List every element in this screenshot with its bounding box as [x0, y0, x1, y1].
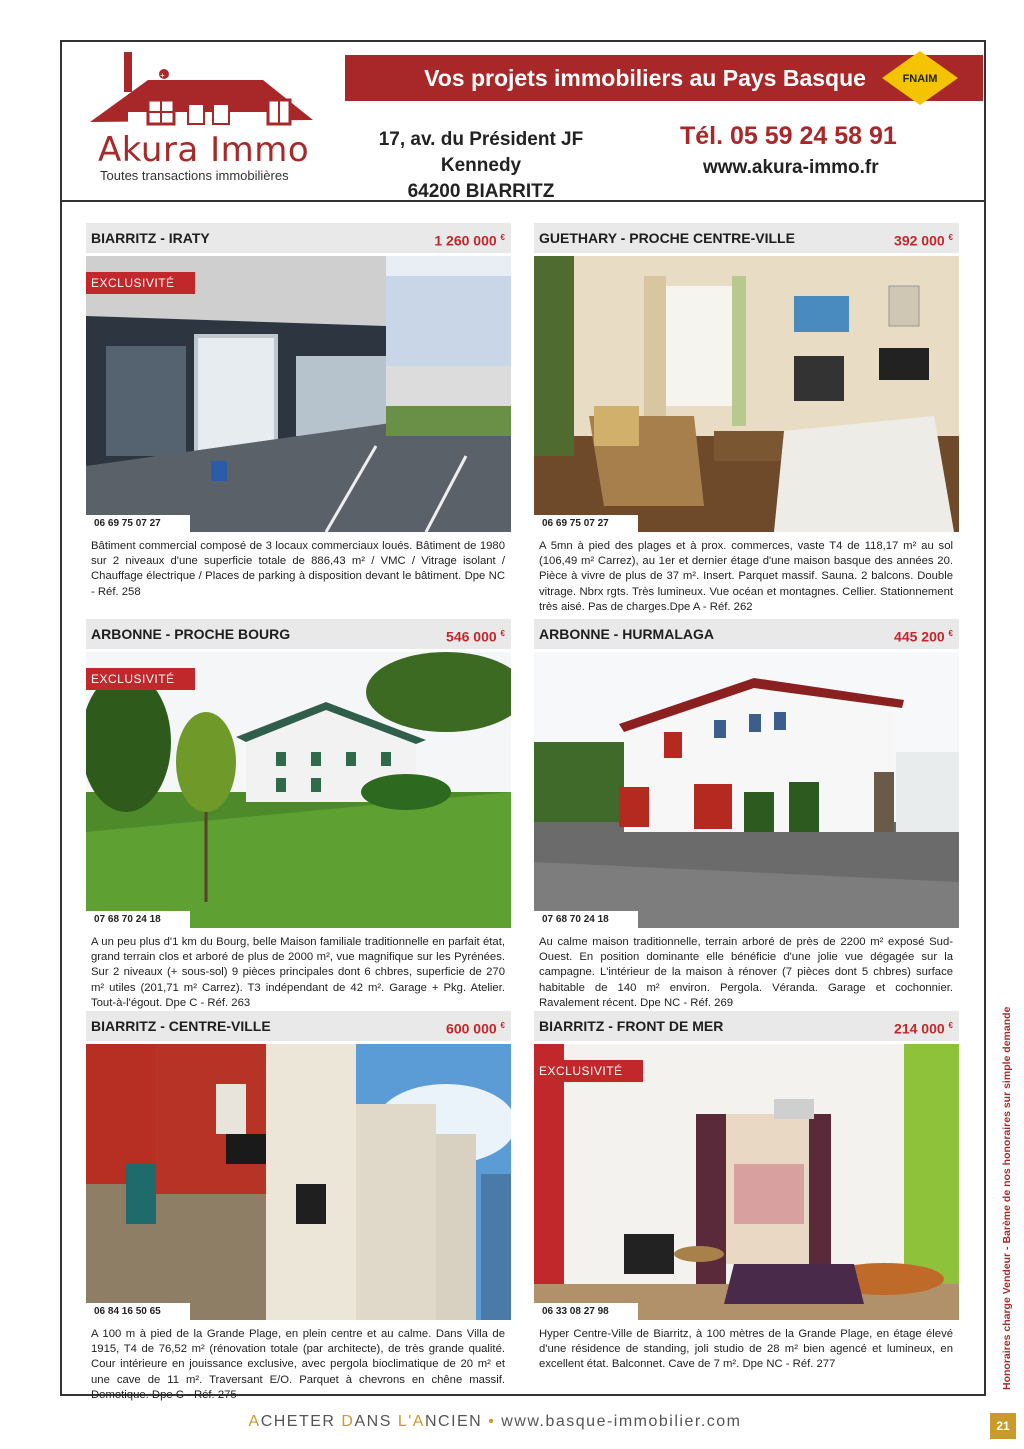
svg-text:+: +	[160, 71, 165, 80]
living-room-photo	[534, 256, 959, 532]
listing-card[interactable]	[534, 223, 959, 613]
listing-photo[interactable]	[86, 1044, 511, 1320]
listing-description: Bâtiment commercial composé de 3 locaux commerciaux loués. Bâtiment de 1980 sur 2 niveaux d'une superficie totale de 886,43 m² / VMC / Vitrage isolant / Chauffage électrique / Places de parking à disposition devant le bâtiment. Dpe NC - Réf. 258	[91, 540, 505, 598]
listing-photo[interactable]	[534, 256, 959, 532]
logo-tagline: Toutes transactions immobilières	[100, 168, 289, 183]
listing-card[interactable]	[534, 1011, 959, 1391]
listing-description: A 5mn à pied des plages et à prox. commerces, vaste T4 de 118,17 m² au sol (106,49 m² Carrez), au 1er et dernier étage d'une maison basque des années 20. Pièce à vivre de plus de 37 m². Insert. Parquet massif. Sauna. 2 balcons. Double vitrage. Nbrx rgts. Très lumineux. Vue océan et montagnes. Cellier. Stationnement très aisé. Pas de charges.Dpe A - Réf. 262	[539, 540, 953, 613]
listing-header	[86, 619, 511, 649]
listing-phone: 06 69 75 07 27	[86, 515, 190, 532]
listing-description: Au calme maison traditionnelle, terrain arboré de près de 2200 m² exposé Sud-Ouest. En position dominante elle bénéficie d'une jolie vue dégagée sur la campagne. L'intérieur de la maison à rénover (7 pièces dont 5 chbres) surface habitable de 140 m² environ. Pergola. Véranda. Garage et cochonnier. Ravalement récent. Dpe NC - Réf. 269	[539, 936, 953, 1009]
listing-photo[interactable]	[86, 256, 511, 532]
listing-phone: 07 68 70 24 18	[86, 911, 190, 928]
listing-phone: 07 68 70 24 18	[534, 911, 638, 928]
commercial-building-photo	[86, 256, 511, 532]
exclusivity-badge: EXCLUSIVITÉ	[86, 272, 195, 294]
villa-facade-photo	[86, 1044, 511, 1320]
listing-phone: 06 84 16 50 65	[86, 1303, 190, 1320]
listing-title: BIARRITZ - IRATY	[91, 230, 210, 246]
listing-photo[interactable]	[534, 652, 959, 928]
listing-header	[534, 223, 959, 253]
agency-website-link[interactable]: www.akura-immo.fr	[703, 157, 879, 178]
listing-phone: 06 33 08 27 98	[534, 1303, 638, 1320]
address-line-2: 64200 BIARRITZ	[407, 181, 555, 202]
listing-price: 600 000 €	[446, 1020, 505, 1037]
page-number: 21	[990, 1413, 1016, 1439]
exclusivity-badge: EXCLUSIVITÉ	[534, 1060, 643, 1082]
listing-photo[interactable]	[534, 1044, 959, 1320]
listing-title: GUETHARY - PROCHE CENTRE-VILLE	[539, 230, 795, 246]
logo-name: Akura Immo	[98, 130, 310, 170]
listing-card[interactable]	[534, 619, 959, 1009]
listing-title: ARBONNE - PROCHE BOURG	[91, 626, 291, 642]
address-line-1: 17, av. du Président JF Kennedy	[378, 129, 584, 176]
fnaim-badge-text: FNAIM	[902, 73, 938, 85]
listing-price: 445 200 €	[894, 628, 953, 645]
agency-address	[346, 127, 616, 205]
listing-description: A 100 m à pied de la Grande Plage, en plein centre et au calme. Dans Villa de 1915, T4 de 76,52 m² (rénovation totale (par architecte), de très grande qualité. Cour intérieure en jouissance exclusive, avec pergola bioclimatique de 20 m² et une cave de 11 m². Traversant E/O. Parquet à chevrons en chêne massif. Domotique. Dpe C - Réf. 275	[91, 1328, 505, 1401]
fees-sidenote: Honoraires charge Vendeur - Barème de nos honoraires sur simple demande	[1001, 1006, 1013, 1390]
listing-card[interactable]	[86, 1011, 511, 1401]
footer-site-link[interactable]: www.basque-immobilier.com	[501, 1413, 742, 1430]
footer-bullet: •	[488, 1413, 496, 1430]
white-house-photo	[534, 652, 959, 928]
banner-text: Vos projets immobiliers au Pays Basque	[424, 65, 866, 91]
listing-description: Hyper Centre-Ville de Biarritz, à 100 mètres de la Grande Plage, en étage élevé d'une résidence de standing, joli studio de 28 m² bien agencé et lumineux, en excellent état. Balconnet. Cave de 7 m². Dpe NC - Réf. 277	[539, 1328, 953, 1371]
listing-header	[86, 1011, 511, 1041]
fnaim-badge	[880, 49, 960, 107]
studio-interior-photo	[534, 1044, 959, 1320]
listing-header	[534, 619, 959, 649]
listing-photo[interactable]	[86, 652, 511, 928]
footer-slogan: ACHETER DANS L'ANCIEN • www.basque-immobilier.com	[248, 1413, 742, 1430]
listing-title: ARBONNE - HURMALAGA	[539, 626, 714, 642]
listing-title: BIARRITZ - CENTRE-VILLE	[91, 1018, 271, 1034]
listing-title: BIARRITZ - FRONT DE MER	[539, 1018, 724, 1034]
listing-header	[86, 223, 511, 253]
listing-card[interactable]	[86, 619, 511, 1009]
agency-phone[interactable]: Tél. 05 59 24 58 91	[680, 122, 897, 150]
listing-card[interactable]	[86, 223, 511, 603]
listing-price: 546 000 €	[446, 628, 505, 645]
listing-price: 1 260 000 €	[434, 232, 505, 249]
listing-price: 214 000 €	[894, 1020, 953, 1037]
exclusivity-badge: EXCLUSIVITÉ	[86, 668, 195, 690]
listing-header	[534, 1011, 959, 1041]
basque-house-photo	[86, 652, 511, 928]
listing-price: 392 000 €	[894, 232, 953, 249]
listing-description: A un peu plus d'1 km du Bourg, belle Maison familiale traditionnelle en parfait état, grand terrain clos et arboré de plus de 2000 m², vue magnifique sur les Pyrénées. Sur 2 niveaux (+ sous-sol) 9 pièces principales dont 6 chbres, superficie de 270 m² utiles (201,71 m² Carrez). T3 indépendant de 42 m². Garage + Pkg. Atelier. Tout-à-l'égout. Dpe C - Réf. 263	[91, 936, 505, 1009]
listing-phone: 06 69 75 07 27	[534, 515, 638, 532]
